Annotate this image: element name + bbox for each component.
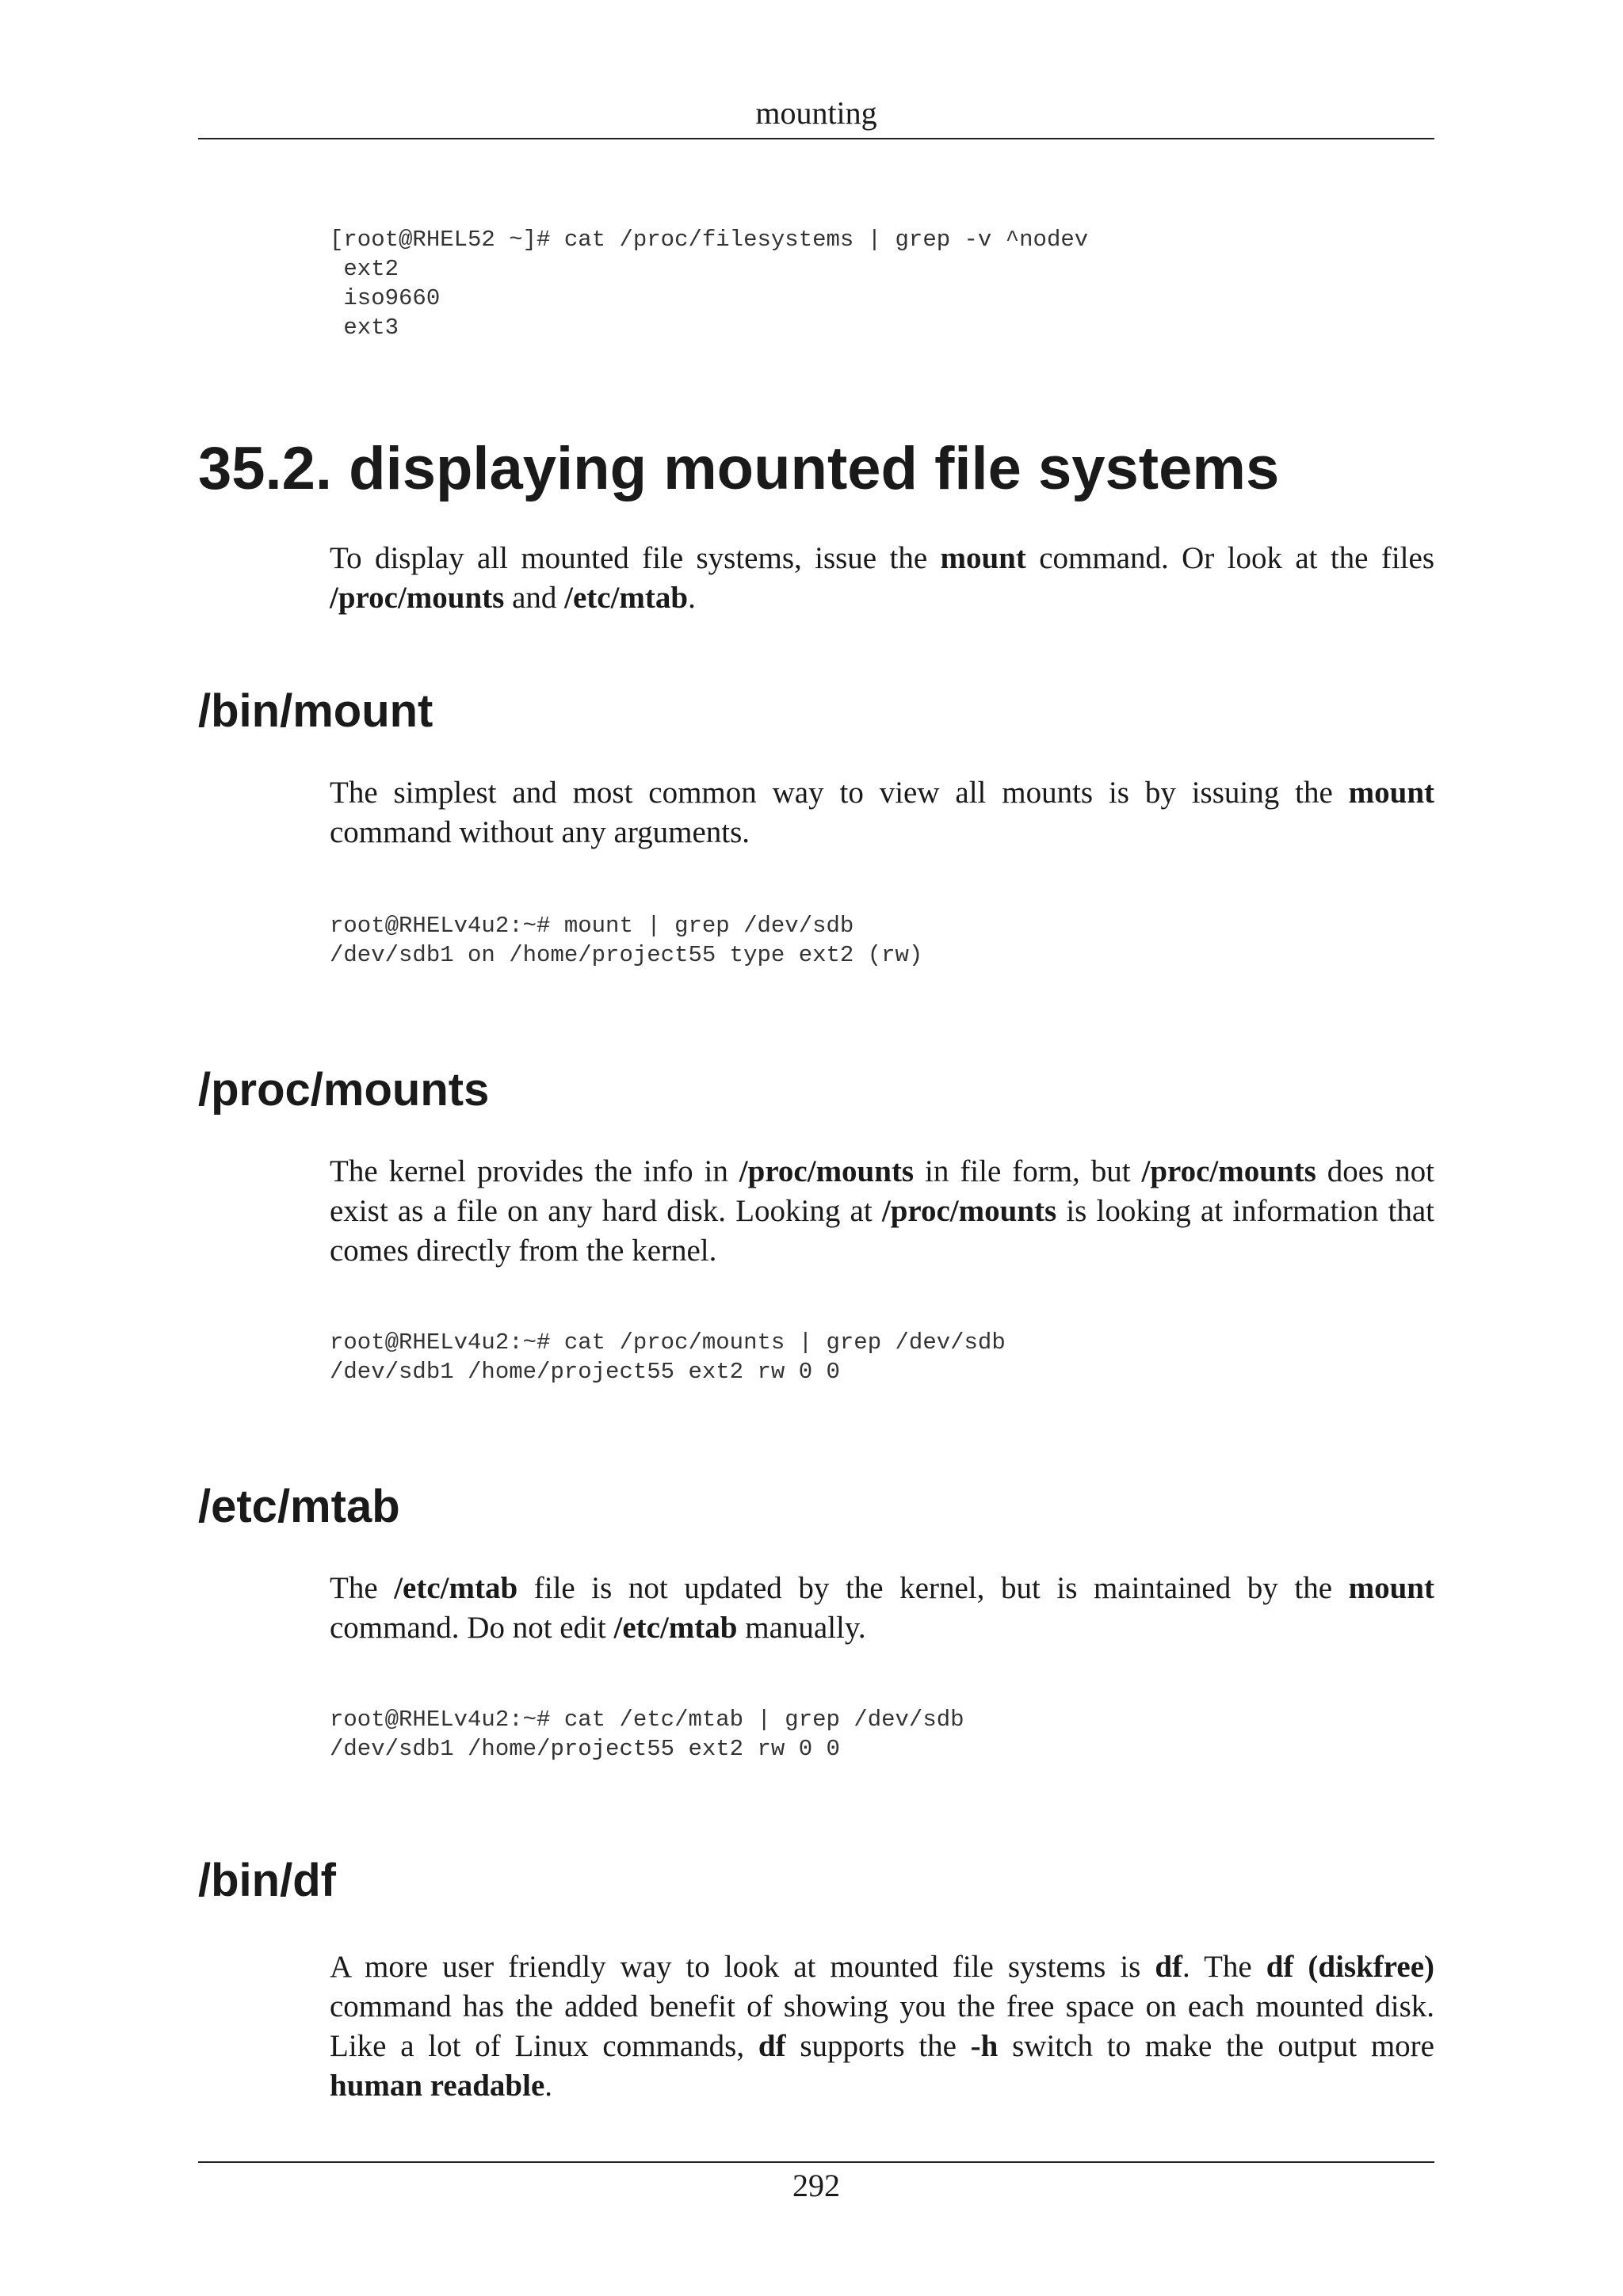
header-rule bbox=[198, 138, 1434, 139]
subsection-title-etc-mtab: /etc/mtab bbox=[198, 1481, 400, 1532]
code-block-proc-mounts: root@RHELv4u2:~# cat /proc/mounts | grep /dev/sdb /dev/sdb1 /home/project55 ext2 rw 0 0 bbox=[330, 1329, 1006, 1385]
code-block-etc-mtab: root@RHELv4u2:~# cat /etc/mtab | grep /dev/sdb /dev/sdb1 /home/project55 ext2 rw 0 0 bbox=[330, 1707, 964, 1762]
section-title: 35.2. displaying mounted file systems bbox=[198, 435, 1280, 502]
running-header: mounting bbox=[755, 95, 877, 131]
intro-paragraph: To display all mounted file systems, issue the mount command. Or look at the files /proc/mounts and /etc/mtab. bbox=[330, 541, 1434, 615]
page-number: 292 bbox=[792, 2168, 840, 2203]
subsection-title-proc-mounts: /proc/mounts bbox=[198, 1064, 490, 1116]
subsection-title-bin-df: /bin/df bbox=[198, 1855, 336, 1906]
subsection-title-bin-mount: /bin/mount bbox=[198, 685, 433, 737]
bin-mount-paragraph: The simplest and most common way to view all mounts is by issuing the mount command without any arguments. bbox=[330, 776, 1434, 849]
code-block-filesystems: [root@RHEL52 ~]# cat /proc/filesystems | grep -v ^nodev ext2 iso9660 ext3 bbox=[330, 227, 1089, 341]
bin-df-paragraph: A more user friendly way to look at mounted file systems is df. The df (diskfree) command has the added benefit of showing you the free space on each mounted disk. Like a lot of Linux commands, df supports the -h switch to make the output more human readable. bbox=[330, 1950, 1434, 2103]
footer-rule bbox=[198, 2161, 1434, 2163]
etc-mtab-paragraph: The /etc/mtab file is not updated by the kernel, but is maintained by the mount command. Do not edit /etc/mtab manually. bbox=[330, 1571, 1434, 1645]
code-block-bin-mount: root@RHELv4u2:~# mount | grep /dev/sdb /dev/sdb1 on /home/project55 type ext2 (rw) bbox=[330, 913, 923, 968]
proc-mounts-paragraph: The kernel provides the info in /proc/mounts in file form, but /proc/mounts does not exist as a file on any hard disk. Looking at /proc/mounts is looking at information that comes directly from the kernel. bbox=[330, 1154, 1434, 1268]
